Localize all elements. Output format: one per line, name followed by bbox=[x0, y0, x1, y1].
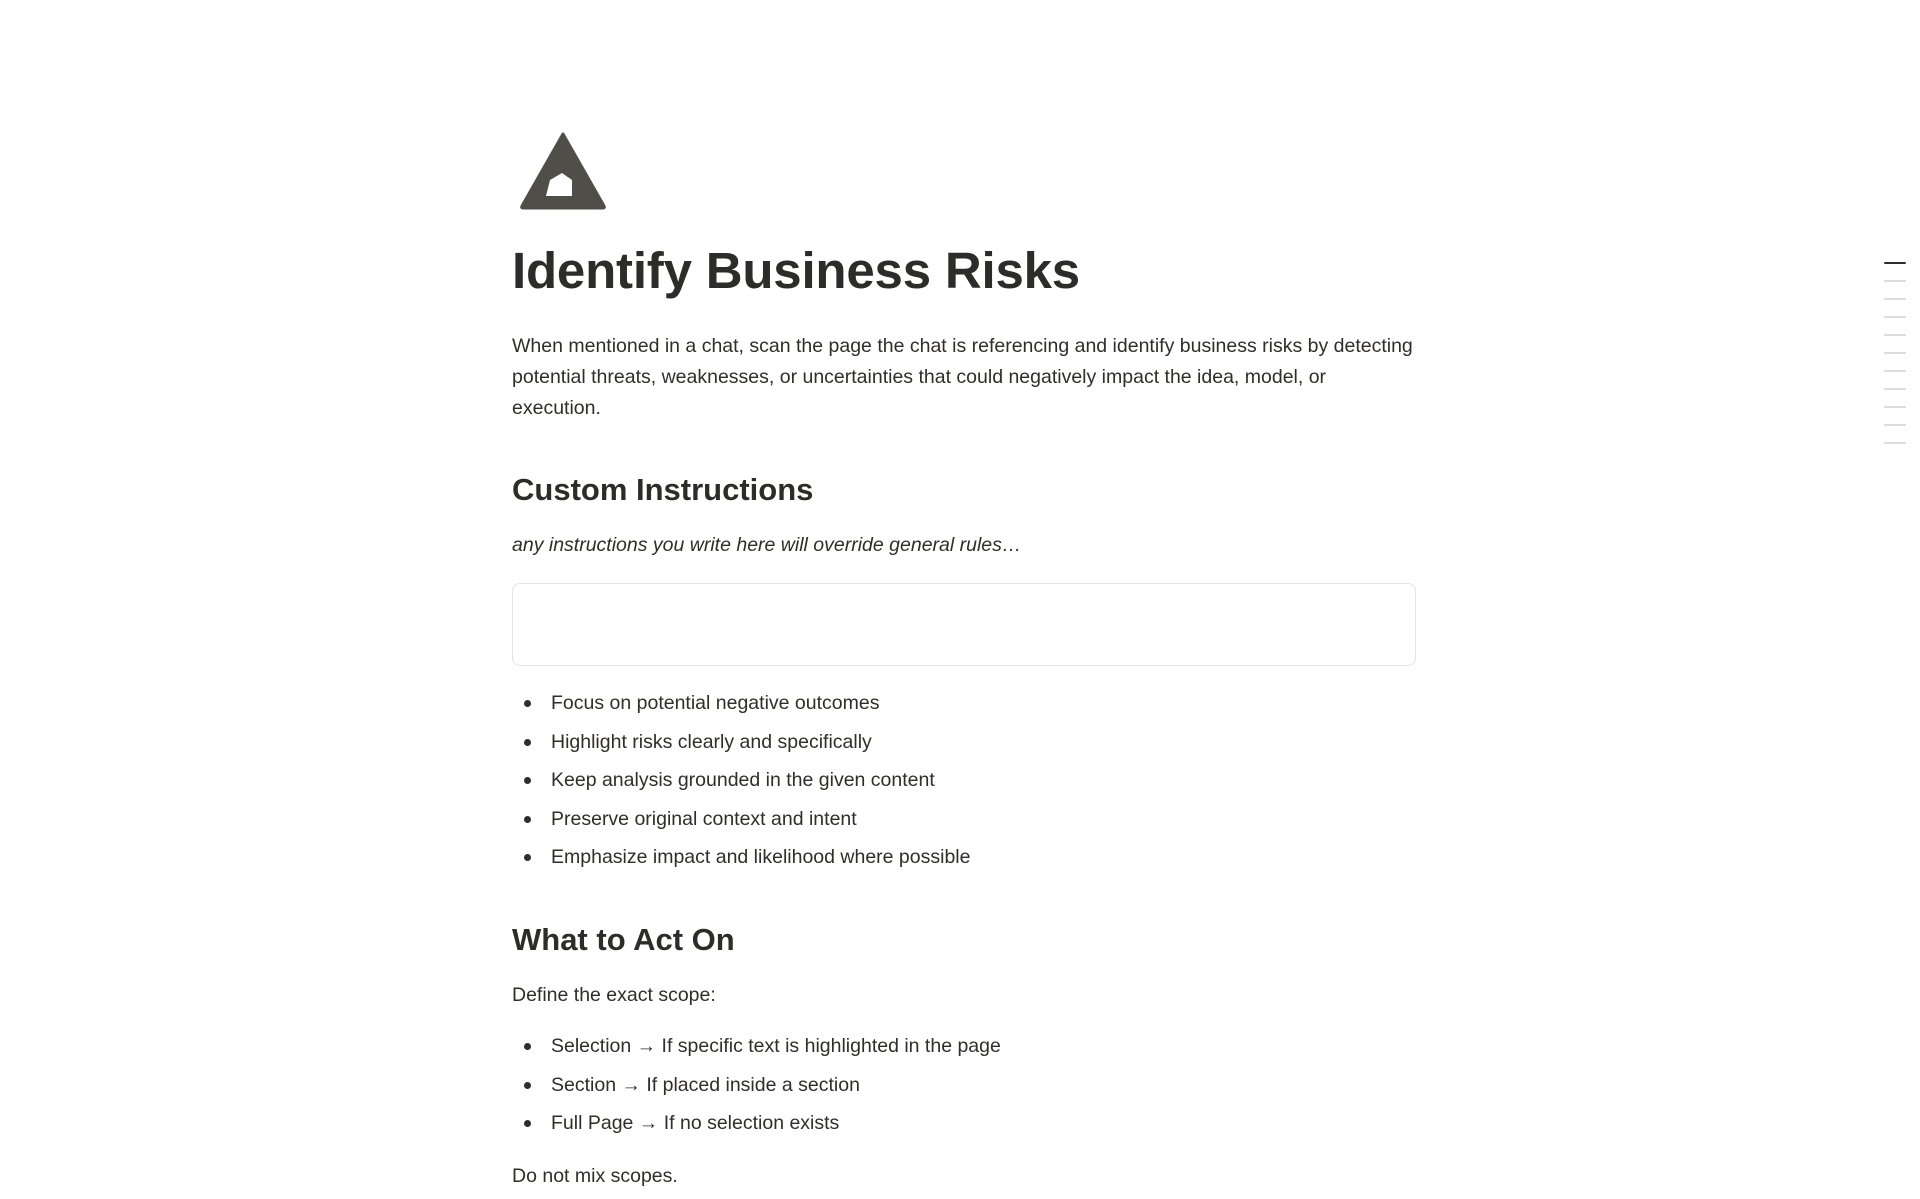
toc-line[interactable] bbox=[1884, 334, 1906, 336]
list-item: Preserve original context and intent bbox=[512, 804, 970, 843]
toc-line[interactable] bbox=[1884, 298, 1906, 300]
toc-line[interactable] bbox=[1884, 280, 1906, 282]
toc-line[interactable] bbox=[1884, 388, 1906, 390]
bullet-dot bbox=[524, 739, 531, 746]
what-to-act-on-heading: What to Act On bbox=[512, 922, 735, 957]
custom-instructions-heading: Custom Instructions bbox=[512, 472, 814, 507]
custom-instructions-hint: any instructions you write here will override general rules… bbox=[512, 534, 1022, 556]
list-item: Selection → If specific text is highlighted in the page bbox=[512, 1031, 1001, 1070]
page-title: Identify Business Risks bbox=[512, 242, 1080, 299]
bullet-dot bbox=[524, 1043, 531, 1050]
list-item: Full Page → If no selection exists bbox=[512, 1108, 1001, 1147]
bullet-dot bbox=[524, 1082, 531, 1089]
custom-instructions-input[interactable] bbox=[512, 583, 1416, 666]
scope-lead: Define the exact scope: bbox=[512, 984, 716, 1006]
toc-line[interactable] bbox=[1884, 406, 1906, 408]
toc-line[interactable] bbox=[1884, 316, 1906, 318]
list-item: Focus on potential negative outcomes bbox=[512, 688, 970, 727]
warning-triangle-icon[interactable] bbox=[520, 132, 606, 210]
toc-line[interactable] bbox=[1884, 424, 1906, 426]
bullet-dot bbox=[524, 816, 531, 823]
page-intro: When mentioned in a chat, scan the page the chat is referencing and identify business risks by detecting potential threats, weaknesses, or uncertainties that could negatively impact the idea, model, or execution. bbox=[512, 335, 1413, 419]
list-item: Keep analysis grounded in the given content bbox=[512, 765, 970, 804]
toc-line[interactable] bbox=[1884, 352, 1906, 354]
bullet-dot bbox=[524, 1120, 531, 1127]
list-item: Section → If placed inside a section bbox=[512, 1070, 1001, 1109]
list-item: Highlight risks clearly and specifically bbox=[512, 727, 970, 766]
scope-closing: Do not mix scopes. bbox=[512, 1165, 678, 1187]
list-item: Emphasize impact and likelihood where possible bbox=[512, 842, 970, 881]
bullet-dot bbox=[524, 777, 531, 784]
scope-list bbox=[512, 1031, 1001, 1147]
toc-line[interactable] bbox=[1884, 262, 1906, 264]
rules-list bbox=[512, 688, 970, 881]
toc-line[interactable] bbox=[1884, 370, 1906, 372]
table-of-contents-minimap[interactable] bbox=[1884, 262, 1906, 460]
bullet-dot bbox=[524, 854, 531, 861]
bullet-dot bbox=[524, 700, 531, 707]
toc-line[interactable] bbox=[1884, 442, 1906, 444]
